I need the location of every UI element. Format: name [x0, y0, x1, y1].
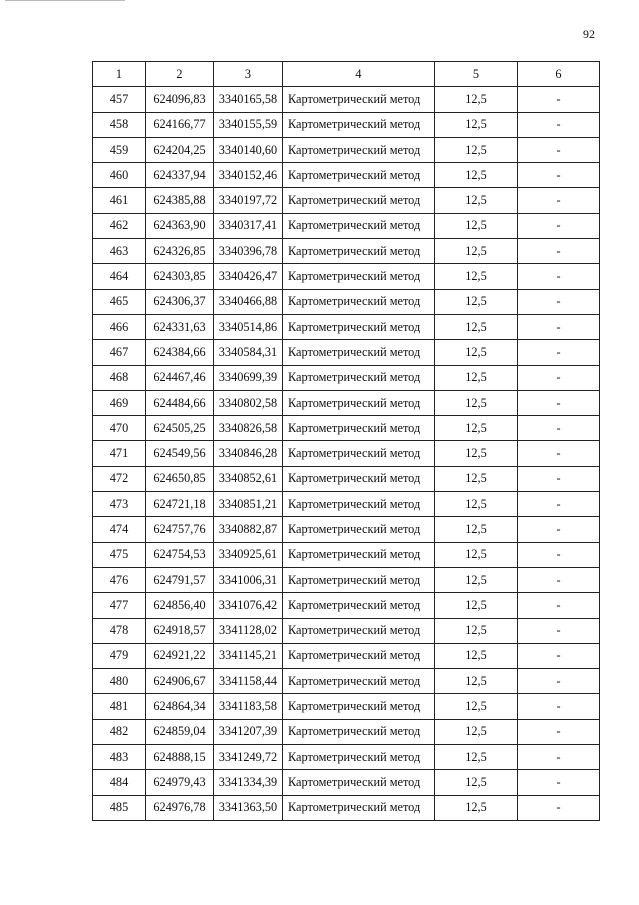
- accuracy-cell: 12,5: [435, 314, 518, 339]
- header-cell: 2: [146, 62, 214, 87]
- point-number-cell: 466: [93, 314, 146, 339]
- accuracy-cell: 12,5: [435, 593, 518, 618]
- y-coordinate-cell: 3341006,31: [214, 567, 283, 592]
- point-number-cell: 468: [93, 365, 146, 390]
- note-cell: -: [518, 492, 600, 517]
- point-number-cell: 478: [93, 618, 146, 643]
- note-cell: -: [518, 213, 600, 238]
- x-coordinate-cell: 624549,56: [146, 441, 214, 466]
- point-number-cell: 476: [93, 567, 146, 592]
- header-cell: 5: [435, 62, 518, 87]
- y-coordinate-cell: 3340852,61: [214, 466, 283, 491]
- accuracy-cell: 12,5: [435, 669, 518, 694]
- method-cell: Картометрический метод: [283, 745, 435, 770]
- point-number-cell: 457: [93, 87, 146, 112]
- method-cell: Картометрический метод: [283, 643, 435, 668]
- y-coordinate-cell: 3340851,21: [214, 492, 283, 517]
- header-cell: 6: [518, 62, 600, 87]
- y-coordinate-cell: 3341145,21: [214, 643, 283, 668]
- y-coordinate-cell: 3340466,88: [214, 289, 283, 314]
- point-number-cell: 481: [93, 694, 146, 719]
- method-cell: Картометрический метод: [283, 390, 435, 415]
- note-cell: -: [518, 163, 600, 188]
- accuracy-cell: 12,5: [435, 239, 518, 264]
- x-coordinate-cell: 624303,85: [146, 264, 214, 289]
- method-cell: Картометрический метод: [283, 239, 435, 264]
- method-cell: Картометрический метод: [283, 289, 435, 314]
- x-coordinate-cell: 624306,37: [146, 289, 214, 314]
- note-cell: -: [518, 365, 600, 390]
- accuracy-cell: 12,5: [435, 289, 518, 314]
- x-coordinate-cell: 624976,78: [146, 795, 214, 820]
- accuracy-cell: 12,5: [435, 770, 518, 795]
- point-number-cell: 480: [93, 669, 146, 694]
- table-row: [93, 289, 600, 314]
- y-coordinate-cell: 3340514,86: [214, 314, 283, 339]
- method-cell: Картометрический метод: [283, 112, 435, 137]
- table-row: [93, 112, 600, 137]
- method-cell: Картометрический метод: [283, 795, 435, 820]
- point-number-cell: 485: [93, 795, 146, 820]
- point-number-cell: 459: [93, 137, 146, 162]
- x-coordinate-cell: 624384,66: [146, 340, 214, 365]
- point-number-cell: 472: [93, 466, 146, 491]
- note-cell: -: [518, 719, 600, 744]
- method-cell: Картометрический метод: [283, 492, 435, 517]
- accuracy-cell: 12,5: [435, 719, 518, 744]
- note-cell: -: [518, 441, 600, 466]
- accuracy-cell: 12,5: [435, 340, 518, 365]
- point-number-cell: 484: [93, 770, 146, 795]
- point-number-cell: 462: [93, 213, 146, 238]
- accuracy-cell: 12,5: [435, 137, 518, 162]
- method-cell: Картометрический метод: [283, 694, 435, 719]
- accuracy-cell: 12,5: [435, 264, 518, 289]
- point-number-cell: 463: [93, 239, 146, 264]
- note-cell: -: [518, 542, 600, 567]
- table-row: [93, 416, 600, 441]
- method-cell: Картометрический метод: [283, 163, 435, 188]
- y-coordinate-cell: 3340826,58: [214, 416, 283, 441]
- table-row: [93, 643, 600, 668]
- point-number-cell: 469: [93, 390, 146, 415]
- table-row: [93, 719, 600, 744]
- method-cell: Картометрический метод: [283, 542, 435, 567]
- accuracy-cell: 12,5: [435, 618, 518, 643]
- point-number-cell: 465: [93, 289, 146, 314]
- table-row: [93, 239, 600, 264]
- x-coordinate-cell: 624331,63: [146, 314, 214, 339]
- method-cell: Картометрический метод: [283, 87, 435, 112]
- x-coordinate-cell: 624096,83: [146, 87, 214, 112]
- note-cell: -: [518, 593, 600, 618]
- table-row: [93, 795, 600, 820]
- point-number-cell: 477: [93, 593, 146, 618]
- table-body: [93, 87, 600, 821]
- x-coordinate-cell: 624204,25: [146, 137, 214, 162]
- x-coordinate-cell: 624859,04: [146, 719, 214, 744]
- method-cell: Картометрический метод: [283, 618, 435, 643]
- x-coordinate-cell: 624484,66: [146, 390, 214, 415]
- table-row: [93, 441, 600, 466]
- table-header-row: [93, 62, 600, 87]
- point-number-cell: 470: [93, 416, 146, 441]
- x-coordinate-cell: 624864,34: [146, 694, 214, 719]
- point-number-cell: 474: [93, 517, 146, 542]
- method-cell: Картометрический метод: [283, 188, 435, 213]
- x-coordinate-cell: 624337,94: [146, 163, 214, 188]
- method-cell: Картометрический метод: [283, 770, 435, 795]
- table-row: [93, 390, 600, 415]
- y-coordinate-cell: 3340140,60: [214, 137, 283, 162]
- note-cell: -: [518, 340, 600, 365]
- point-number-cell: 460: [93, 163, 146, 188]
- point-number-cell: 471: [93, 441, 146, 466]
- accuracy-cell: 12,5: [435, 517, 518, 542]
- accuracy-cell: 12,5: [435, 643, 518, 668]
- y-coordinate-cell: 3341334,39: [214, 770, 283, 795]
- accuracy-cell: 12,5: [435, 795, 518, 820]
- note-cell: -: [518, 390, 600, 415]
- accuracy-cell: 12,5: [435, 213, 518, 238]
- method-cell: Картометрический метод: [283, 719, 435, 744]
- note-cell: -: [518, 770, 600, 795]
- accuracy-cell: 12,5: [435, 542, 518, 567]
- y-coordinate-cell: 3340925,61: [214, 542, 283, 567]
- note-cell: -: [518, 137, 600, 162]
- table-row: [93, 264, 600, 289]
- method-cell: Картометрический метод: [283, 466, 435, 491]
- y-coordinate-cell: 3340882,87: [214, 517, 283, 542]
- note-cell: -: [518, 416, 600, 441]
- method-cell: Картометрический метод: [283, 416, 435, 441]
- method-cell: Картометрический метод: [283, 441, 435, 466]
- table-row: [93, 542, 600, 567]
- table-row: [93, 137, 600, 162]
- header-cell: 1: [93, 62, 146, 87]
- note-cell: -: [518, 643, 600, 668]
- point-number-cell: 473: [93, 492, 146, 517]
- x-coordinate-cell: 624467,46: [146, 365, 214, 390]
- accuracy-cell: 12,5: [435, 163, 518, 188]
- accuracy-cell: 12,5: [435, 466, 518, 491]
- note-cell: -: [518, 112, 600, 137]
- x-coordinate-cell: 624385,88: [146, 188, 214, 213]
- x-coordinate-cell: 624754,53: [146, 542, 214, 567]
- note-cell: -: [518, 188, 600, 213]
- header-cell: 4: [283, 62, 435, 87]
- accuracy-cell: 12,5: [435, 112, 518, 137]
- note-cell: -: [518, 669, 600, 694]
- method-cell: Картометрический метод: [283, 340, 435, 365]
- y-coordinate-cell: 3341076,42: [214, 593, 283, 618]
- header-cell: 3: [214, 62, 283, 87]
- accuracy-cell: 12,5: [435, 745, 518, 770]
- y-coordinate-cell: 3341363,50: [214, 795, 283, 820]
- x-coordinate-cell: 624757,76: [146, 517, 214, 542]
- x-coordinate-cell: 624650,85: [146, 466, 214, 491]
- y-coordinate-cell: 3340426,47: [214, 264, 283, 289]
- y-coordinate-cell: 3340846,28: [214, 441, 283, 466]
- y-coordinate-cell: 3341158,44: [214, 669, 283, 694]
- note-cell: -: [518, 517, 600, 542]
- method-cell: Картометрический метод: [283, 264, 435, 289]
- y-coordinate-cell: 3341183,58: [214, 694, 283, 719]
- x-coordinate-cell: 624921,22: [146, 643, 214, 668]
- method-cell: Картометрический метод: [283, 517, 435, 542]
- x-coordinate-cell: 624505,25: [146, 416, 214, 441]
- table-row: [93, 770, 600, 795]
- y-coordinate-cell: 3341128,02: [214, 618, 283, 643]
- coordinates-table: [92, 61, 600, 821]
- y-coordinate-cell: 3340152,46: [214, 163, 283, 188]
- table-row: [93, 593, 600, 618]
- method-cell: Картометрический метод: [283, 669, 435, 694]
- accuracy-cell: 12,5: [435, 492, 518, 517]
- x-coordinate-cell: 624166,77: [146, 112, 214, 137]
- x-coordinate-cell: 624918,57: [146, 618, 214, 643]
- note-cell: -: [518, 314, 600, 339]
- note-cell: -: [518, 239, 600, 264]
- method-cell: Картометрический метод: [283, 593, 435, 618]
- method-cell: Картометрический метод: [283, 365, 435, 390]
- y-coordinate-cell: 3341207,39: [214, 719, 283, 744]
- table-row: [93, 694, 600, 719]
- x-coordinate-cell: 624791,57: [146, 567, 214, 592]
- x-coordinate-cell: 624979,43: [146, 770, 214, 795]
- point-number-cell: 483: [93, 745, 146, 770]
- x-coordinate-cell: 624906,67: [146, 669, 214, 694]
- x-coordinate-cell: 624856,40: [146, 593, 214, 618]
- table-row: [93, 213, 600, 238]
- table-row: [93, 745, 600, 770]
- accuracy-cell: 12,5: [435, 390, 518, 415]
- scan-edge-line: [5, 0, 125, 1]
- point-number-cell: 482: [93, 719, 146, 744]
- table-row: [93, 87, 600, 112]
- note-cell: -: [518, 567, 600, 592]
- point-number-cell: 464: [93, 264, 146, 289]
- accuracy-cell: 12,5: [435, 188, 518, 213]
- table-row: [93, 618, 600, 643]
- method-cell: Картометрический метод: [283, 213, 435, 238]
- y-coordinate-cell: 3340699,39: [214, 365, 283, 390]
- x-coordinate-cell: 624888,15: [146, 745, 214, 770]
- note-cell: -: [518, 264, 600, 289]
- y-coordinate-cell: 3340197,72: [214, 188, 283, 213]
- note-cell: -: [518, 795, 600, 820]
- y-coordinate-cell: 3340165,58: [214, 87, 283, 112]
- accuracy-cell: 12,5: [435, 441, 518, 466]
- note-cell: -: [518, 289, 600, 314]
- table-row: [93, 466, 600, 491]
- y-coordinate-cell: 3340584,31: [214, 340, 283, 365]
- method-cell: Картометрический метод: [283, 314, 435, 339]
- table-row: [93, 517, 600, 542]
- point-number-cell: 479: [93, 643, 146, 668]
- accuracy-cell: 12,5: [435, 365, 518, 390]
- table-row: [93, 188, 600, 213]
- table-row: [93, 314, 600, 339]
- page-number: 92: [583, 27, 595, 41]
- x-coordinate-cell: 624326,85: [146, 239, 214, 264]
- point-number-cell: 461: [93, 188, 146, 213]
- method-cell: Картометрический метод: [283, 567, 435, 592]
- y-coordinate-cell: 3340317,41: [214, 213, 283, 238]
- table-row: [93, 492, 600, 517]
- table-row: [93, 163, 600, 188]
- note-cell: -: [518, 466, 600, 491]
- note-cell: -: [518, 694, 600, 719]
- x-coordinate-cell: 624721,18: [146, 492, 214, 517]
- y-coordinate-cell: 3340155,59: [214, 112, 283, 137]
- x-coordinate-cell: 624363,90: [146, 213, 214, 238]
- point-number-cell: 467: [93, 340, 146, 365]
- y-coordinate-cell: 3341249,72: [214, 745, 283, 770]
- accuracy-cell: 12,5: [435, 87, 518, 112]
- point-number-cell: 458: [93, 112, 146, 137]
- note-cell: -: [518, 745, 600, 770]
- method-cell: Картометрический метод: [283, 137, 435, 162]
- note-cell: -: [518, 87, 600, 112]
- accuracy-cell: 12,5: [435, 694, 518, 719]
- table-row: [93, 340, 600, 365]
- y-coordinate-cell: 3340802,58: [214, 390, 283, 415]
- note-cell: -: [518, 618, 600, 643]
- table-row: [93, 567, 600, 592]
- accuracy-cell: 12,5: [435, 567, 518, 592]
- table-row: [93, 669, 600, 694]
- accuracy-cell: 12,5: [435, 416, 518, 441]
- table-row: [93, 365, 600, 390]
- point-number-cell: 475: [93, 542, 146, 567]
- y-coordinate-cell: 3340396,78: [214, 239, 283, 264]
